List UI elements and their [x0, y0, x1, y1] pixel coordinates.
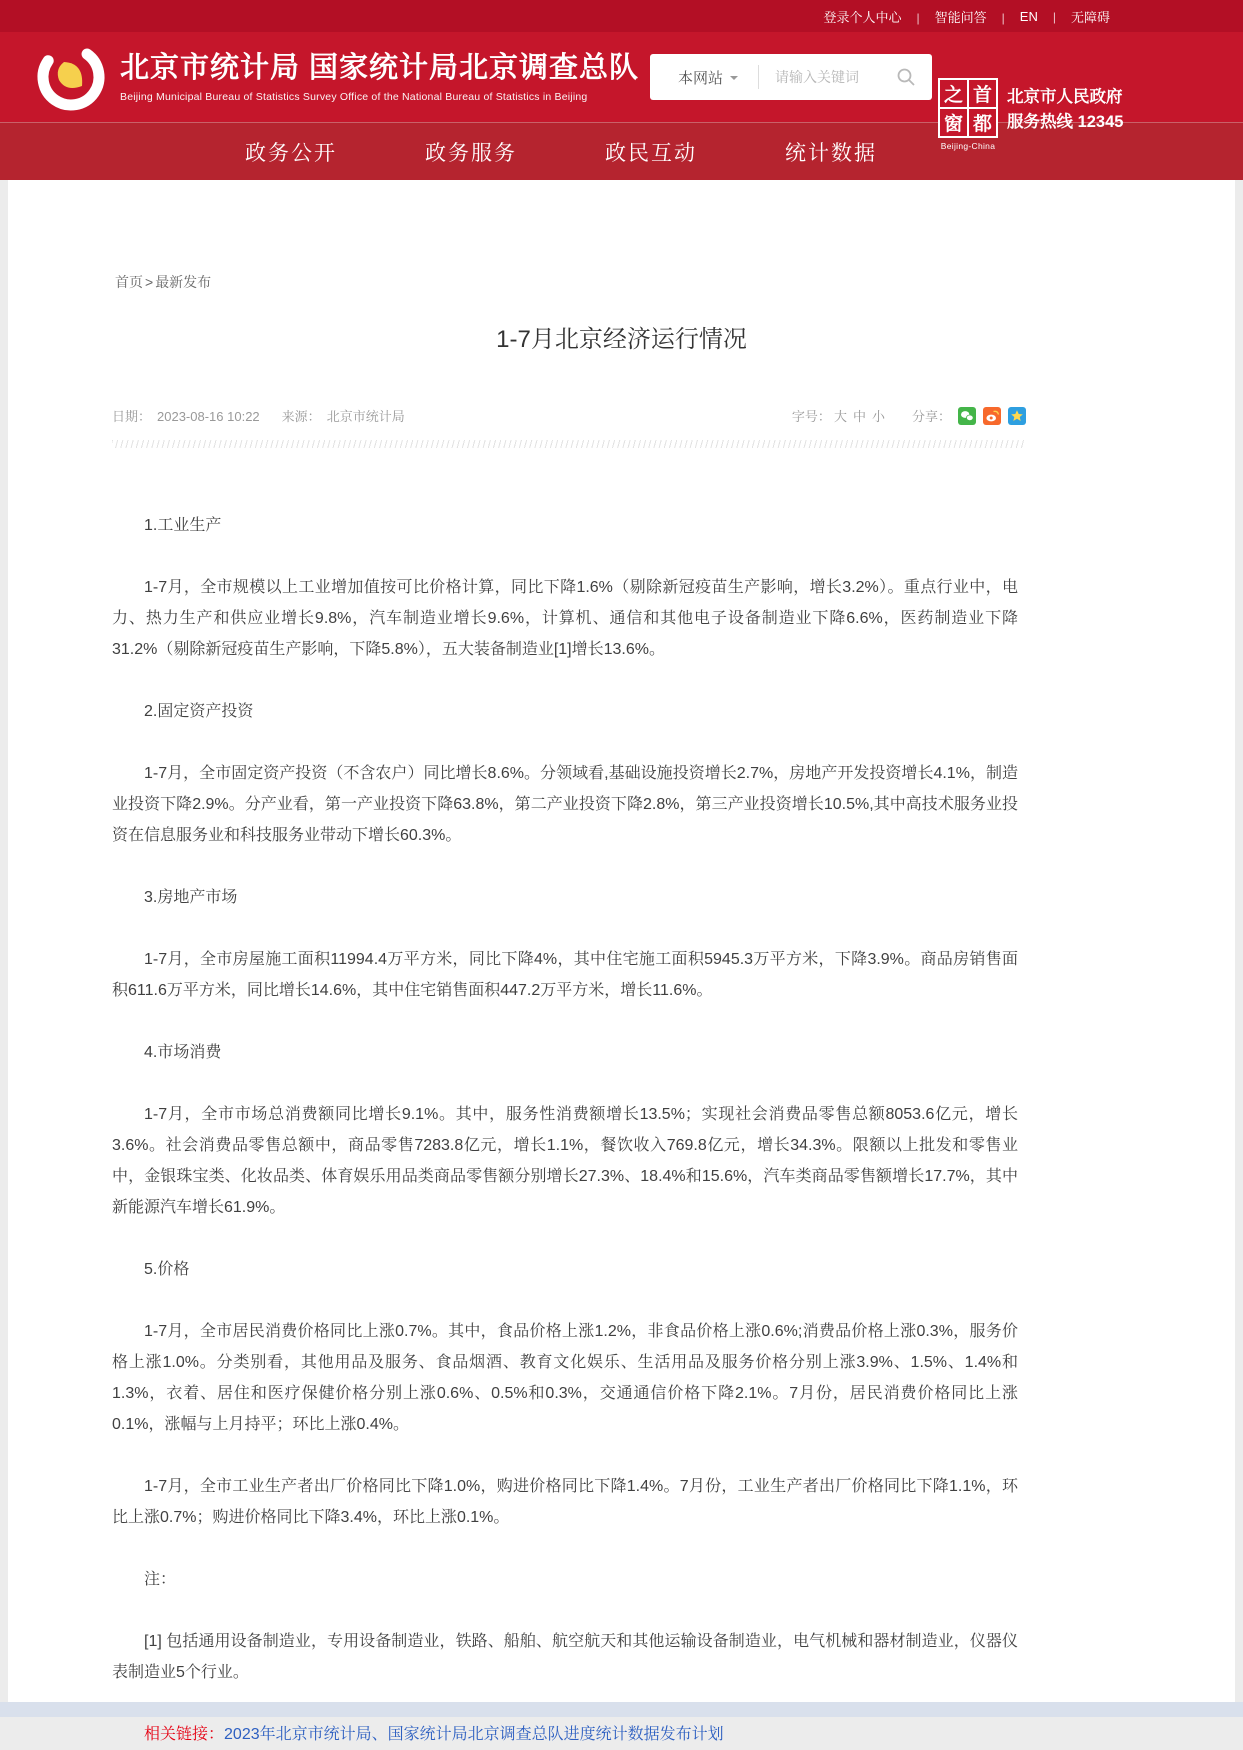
nav-item[interactable]: 政民互动 [605, 141, 697, 165]
fontsize-option[interactable]: 大 [833, 409, 847, 424]
hatched-divider [112, 440, 1026, 448]
section-heading: 注： [144, 1571, 177, 1588]
article-meta-right [792, 406, 1026, 425]
fontsize-label: 字号： [791, 409, 831, 424]
weibo-share-icon[interactable] [983, 407, 1001, 425]
site-header [0, 32, 1243, 151]
source-label: 来源： [281, 409, 321, 424]
gov-hotline [1007, 85, 1123, 135]
article-paragraph: 1-7月，全市居民消费价格同比上涨0.7%。其中，食品价格上涨1.2%，非食品价格上涨0.6%;消费品价格上涨0.3%，服务价格上涨1.0%。分类别看，其他用品及服务、食品烟酒、教育文化娱乐、生活用品及服务价格分别上涨3.9%、1.5%、1.4%和1.3%，衣着、居住和医疗保健价格分别上涨0.6%、0.5%和0.3%，交通通信价格下降2.1%。7月份，居民消费价格同比上涨0.1%，涨幅与上月持平；环比上涨0.4%。 [112, 1323, 1018, 1433]
search-box [650, 54, 932, 100]
site-name-english: Beijing Municipal Bureau of Statistics Survey Office of the National Bureau of Statistics in Beijing [120, 90, 588, 103]
seal-character: 之 [940, 80, 967, 107]
topbar-link[interactable]: EN | [1020, 9, 1071, 24]
capital-window-seal-icon [938, 78, 998, 138]
search-input[interactable] [773, 68, 896, 86]
article-paragraph: 1-7月，全市房屋施工面积11994.4万平方米，同比下降4%，其中住宅施工面积5945.3万平方米，下降3.9%。商品房销售面积611.6万平方米，同比增长14.6%，其中住宅销售面积447.2万平方米，增长11.6%。 [112, 951, 1018, 999]
article-body [112, 510, 1018, 1688]
related-links-label: 相关链接： [144, 1726, 225, 1743]
related-links [112, 1719, 1018, 1750]
seal-character: 都 [969, 109, 996, 136]
hotline-number: 服务热线 12345 [1007, 113, 1124, 131]
article-paragraph: [1] 包括通用设备制造业，专用设备制造业，铁路、船舶、航空航天和其他运输设备制造业，电气机械和器材制造业，仪器仪表制造业5个行业。 [112, 1633, 1018, 1681]
article-paragraph: 1-7月，全市规模以上工业增加值按可比价格计算，同比下降1.6%（剔除新冠疫苗生产影响，增长3.2%）。重点行业中，电力、热力生产和供应业增长9.8%，汽车制造业增长9.6%，计算机、通信和其他电子设备制造业下降6.6%，医药制造业下降31.2%（剔除新冠疫苗生产影响，下降5.8%），五大装备制造业[1]增长13.6%。 [112, 579, 1018, 658]
topbar-link[interactable]: 无障碍 [1070, 9, 1110, 25]
search-divider [758, 65, 759, 89]
related-link[interactable]: 2023年北京市统计局、国家统计局北京调查总队进度统计数据发布计划 [224, 1726, 724, 1743]
site-title [120, 52, 639, 103]
article-paragraph: 1-7月，全市工业生产者出厂价格同比下降1.0%，购进价格同比下降1.4%。7月份，工业生产者出厂价格同比下降1.1%，环比上涨0.7%；购进价格同比下降3.4%，环比上涨0.1%。 [112, 1478, 1018, 1526]
content-card [8, 180, 1235, 1743]
article-paragraph: 1-7月，全市市场总消费额同比增长9.1%。其中，服务性消费额增长13.5%；实现社会消费品零售总额8053.6亿元，增长3.6%。社会消费品零售总额中，商品零售7283.8亿元，增长1.1%，餐饮收入769.8亿元，增长34.3%。限额以上批发和零售业中，金银珠宝类、化妆品类、体育娱乐用品类商品零售额分别增长27.3%、18.4%和15.6%，汽车类商品零售额增长17.7%，其中新能源汽车增长61.9%。 [112, 1106, 1018, 1216]
nav-item[interactable]: 政务服务 [425, 141, 517, 165]
breadcrumb-separator: > [145, 274, 154, 290]
site-name: 北京市统计局 国家统计局北京调查总队 [120, 51, 640, 84]
search-scope-dropdown[interactable] [678, 67, 738, 88]
gov-name: 北京市人民政府 [1007, 88, 1123, 106]
search-scope-label: 本网站 [678, 69, 724, 87]
section-heading: 4.市场消费 [144, 1044, 222, 1061]
qzone-share-icon[interactable] [1008, 407, 1026, 425]
fontsize-option[interactable]: 小 [871, 409, 885, 424]
seal-caption: Beijing-China [940, 141, 996, 151]
section-heading: 1.工业生产 [144, 517, 222, 534]
seal-character: 首 [969, 80, 996, 107]
article-meta [112, 406, 1026, 425]
topbar [0, 0, 1243, 32]
page-title: 1-7月北京经济运行情况 [496, 326, 747, 353]
article-meta-left [112, 406, 411, 425]
nav-item[interactable]: 统计数据 [785, 141, 877, 165]
breadcrumb-current[interactable]: 最新发布 [155, 274, 212, 290]
section-heading: 2.固定资产投资 [144, 703, 254, 720]
breadcrumb-home[interactable]: 首页 [115, 274, 143, 290]
bureau-logo-icon [34, 40, 108, 114]
nav-item[interactable]: 政务公开 [245, 141, 337, 165]
section-heading: 3.房地产市场 [144, 889, 238, 906]
capital-window-logo[interactable] [933, 78, 1003, 151]
article-source: 北京市统计局 [326, 409, 405, 424]
wechat-share-icon[interactable] [958, 407, 976, 425]
seal-character: 窗 [940, 109, 967, 136]
topbar-link[interactable]: 登录个人中心 | [824, 7, 935, 26]
search-icon[interactable] [896, 67, 916, 87]
article-paragraph: 1-7月，全市固定资产投资（不含农户）同比增长8.6%。分领域看,基础设施投资增长2.7%，房地产开发投资增长4.1%，制造业投资下降2.9%。分产业看，第一产业投资下降63.8%，第二产业投资下降2.8%，第三产业投资增长10.5%,其中高技术服务业投资在信息服务业和科技服务业带动下增长60.3%。 [112, 765, 1018, 844]
date-label: 日期： [112, 409, 152, 424]
fontsize-options [831, 406, 888, 425]
footer-strip [0, 1702, 1243, 1717]
section-heading: 5.价格 [144, 1261, 190, 1278]
breadcrumb [115, 180, 1235, 292]
article-date: 2023-08-16 10:22 [157, 409, 260, 424]
topbar-link[interactable]: 智能问答 | [935, 7, 1020, 26]
share-label: 分享： [911, 409, 951, 424]
fontsize-option[interactable]: 中 [852, 409, 866, 424]
